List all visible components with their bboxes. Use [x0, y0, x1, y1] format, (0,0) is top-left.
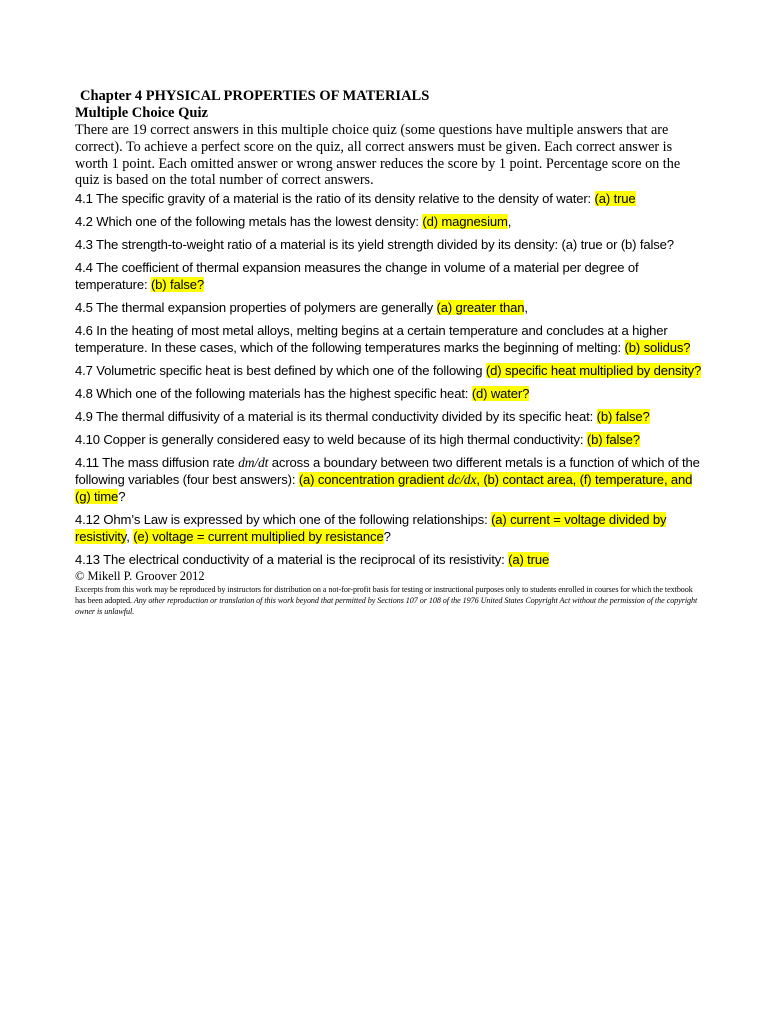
question-text: 4.3 The strength-to-weight ratio of a material is its yield strength divided by its density: (a) true or (b) false?: [75, 237, 674, 253]
question-text: 4.13 The electrical conductivity of a material is the reciprocal of its resistivity:: [75, 552, 505, 568]
question-4-7: [75, 362, 705, 379]
question-4-11: [75, 454, 705, 505]
question-4-9: [75, 408, 705, 425]
question-4-2: [75, 213, 705, 230]
question-suffix: ?: [118, 489, 126, 505]
question-text: 4.6 In the heating of most metal alloys, melting begins at a certain temperature and concludes at a higher temperature. In these cases, which of the following temperatures marks the beginning of melting:: [75, 323, 668, 356]
question-4-3: [75, 236, 705, 253]
question-4-12: [75, 511, 705, 545]
question-text: 4.8 Which one of the following materials has the highest specific heat:: [75, 386, 469, 402]
highlighted-answer: (b) solidus?: [624, 340, 691, 356]
question-text: 4.10 Copper is generally considered easy to weld because of its high thermal conductivity:: [75, 432, 584, 448]
question-text: 4.12 Ohm’s Law is expressed by which one of the following relationships:: [75, 512, 488, 528]
question-4-6: [75, 322, 705, 356]
highlighted-answer: (a) true: [508, 552, 550, 568]
highlighted-answer: (a) true: [594, 191, 636, 207]
highlighted-answer: (e) voltage = current multiplied by resistance: [133, 529, 384, 545]
quiz-subtitle: Multiple Choice Quiz: [75, 105, 208, 121]
answer-part: , (b) contact area, (f) temperature, and (g) time: [75, 472, 693, 505]
fine-print-italic: Any other reproduction or translation of this work beyond that permitted by Sections 107 or 108 of the 1976 United States Copyright Act without the permission of the copyright owner is unlawful.: [75, 596, 698, 617]
quiz-instructions: There are 19 correct answers in this multiple choice quiz (some questions have multiple answers that are correct). To achieve a perfect score on the quiz, all correct answers must be given. Each correct answer is worth 1 point. Each omitted answer or wrong answer reduces the score by 1 point. Percentage score on the quiz is based on the total number of correct answers.: [75, 122, 681, 189]
question-4-5: [75, 299, 705, 316]
highlighted-answer: (d) specific heat multiplied by density?: [485, 363, 702, 379]
chapter-title: Chapter 4 PHYSICAL PROPERTIES OF MATERIALS: [80, 88, 430, 104]
question-text: 4.9 The thermal diffusivity of a material is its thermal conductivity divided by its specific heat:: [75, 409, 594, 425]
question-4-1: [75, 190, 705, 207]
question-text: 4.1 The specific gravity of a material is the ratio of its density relative to the density of water:: [75, 191, 592, 207]
highlighted-answer: (d) water?: [471, 386, 530, 402]
answer-separator: ,: [126, 529, 130, 545]
highlighted-answer: (b) false?: [150, 277, 205, 293]
copyright-notice: [75, 584, 705, 617]
answer-part: (a) concentration gradient: [298, 472, 445, 488]
question-suffix: ?: [383, 529, 391, 545]
highlighted-answer: (b) false?: [596, 409, 650, 425]
question-text: across a boundary between two different metals is a function of which of the following variables (four best answers):: [75, 455, 700, 488]
question-text: 4.11 The mass diffusion rate: [75, 455, 235, 471]
math-dmdt: dm/dt: [238, 455, 269, 471]
question-text: 4.7 Volumetric specific heat is best defined by which one of the following: [75, 363, 483, 379]
highlighted-answer: (b) false?: [586, 432, 640, 448]
math-dcdx: dc/dx: [447, 472, 477, 488]
copyright-line: © Mikell P. Groover 2012: [75, 569, 205, 584]
highlighted-answer: (d) magnesium: [422, 214, 508, 230]
question-text: 4.4 The coefficient of thermal expansion measures the change in volume of a material per degree of temperature:: [75, 260, 639, 293]
document-page: [75, 88, 705, 617]
question-4-10: [75, 431, 705, 448]
question-text: 4.2 Which one of the following metals has the lowest density:: [75, 214, 419, 230]
fine-print: Excerpts from this work may be reproduced by instructors for distribution on a not-for-profit basis for testing or instructional purposes only to students enrolled in courses for which the textbook has been adopted.: [75, 585, 693, 606]
question-4-4: [75, 259, 705, 293]
question-4-8: [75, 385, 705, 402]
question-suffix: ,: [524, 300, 528, 316]
question-4-13: [75, 551, 705, 568]
highlighted-answer: (a) current = voltage divided by resistivity: [75, 512, 667, 545]
question-suffix: ,: [507, 214, 512, 230]
question-text: 4.5 The thermal expansion properties of polymers are generally: [75, 300, 434, 316]
highlighted-answer: (a) greater than: [436, 300, 525, 316]
